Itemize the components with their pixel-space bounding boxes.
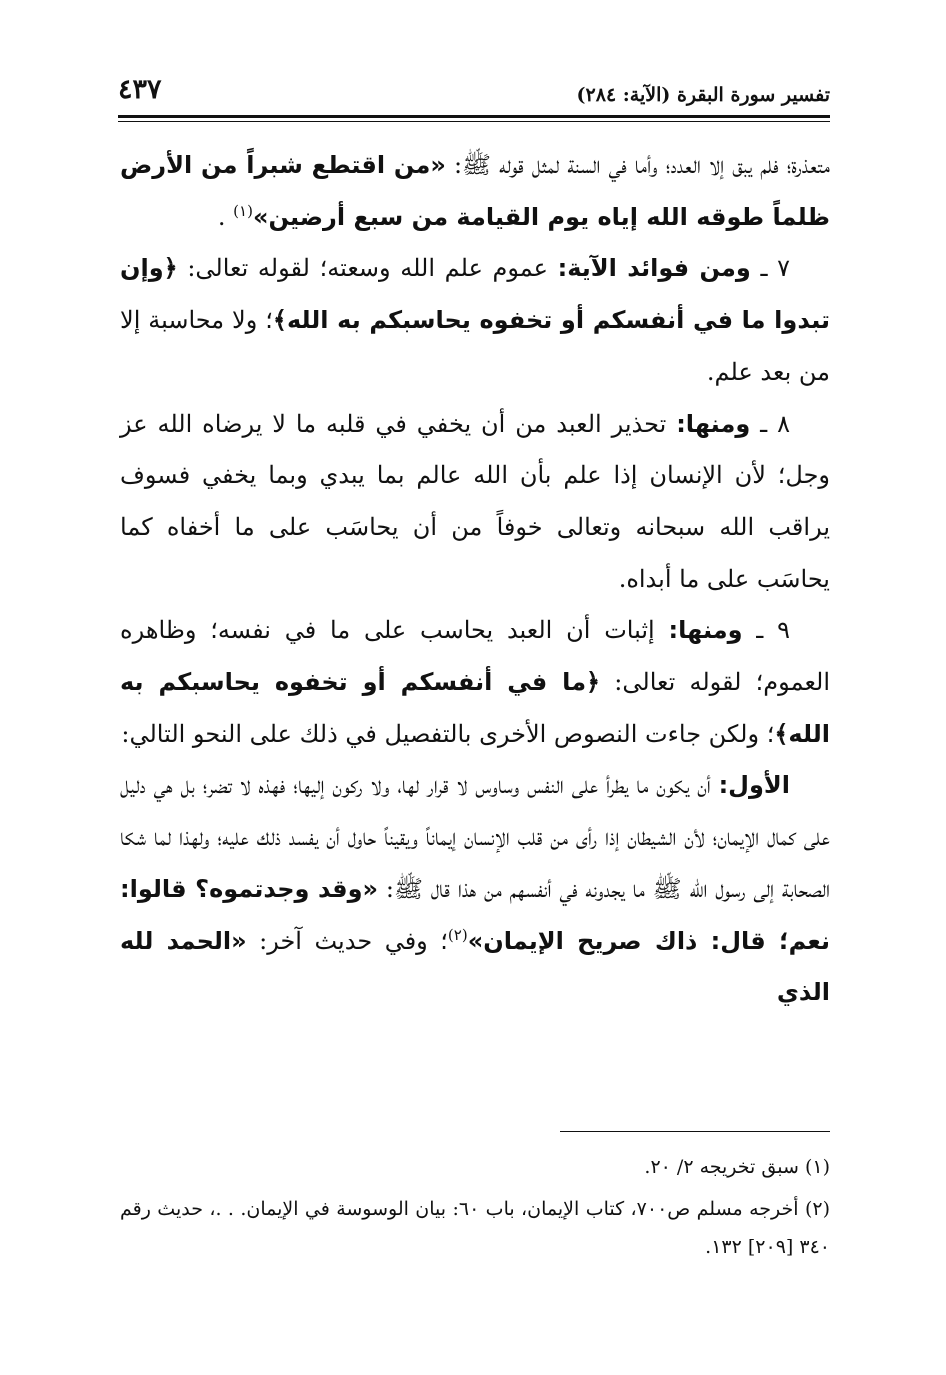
quran-quote-1: ﴿وإن تبدوا ما في أنفسكم أو تخفوه يحاسبكم به الله﴾ xyxy=(120,254,830,335)
p2-text-end: ؛ ولا محاسبة إلا من بعد علم. xyxy=(120,306,830,386)
hadith-quote-2: «وقد وجدتموه؟ قالوا: نعم؛ قال: ذاك صريح الإيمان» xyxy=(120,874,830,955)
p4-number: ٩ ـ xyxy=(742,616,790,645)
paragraph-9 xyxy=(120,605,830,760)
paragraph-first-case xyxy=(120,760,830,1019)
footnote-1-number: (١) xyxy=(804,1156,830,1178)
footnote-ref-2: (٢) xyxy=(447,925,468,944)
header-rule-thick xyxy=(118,115,830,118)
p4-label: ومنها: xyxy=(668,616,743,645)
p3-number: ٨ ـ xyxy=(750,409,790,438)
footnote-1 xyxy=(120,1148,830,1186)
page-number: ٤٣٧ xyxy=(118,74,162,105)
p1-end: . xyxy=(217,202,234,231)
p3-label: ومنها: xyxy=(676,409,751,438)
p1-text: متعذرة؛ فلم يبق إلا العدد؛ وأما في السنة لمثل قوله ﷺ: xyxy=(445,151,831,179)
body-text xyxy=(120,140,830,1019)
hadith-quote-3: «الحمد لله الذي xyxy=(120,926,830,1007)
footnote-2 xyxy=(120,1190,830,1266)
p3-text: تحذير العبد من أن يخفي في قلبه ما لا يرضاه الله عز وجل؛ لأن الإنسان إذا علم بأن الله عالم بما يبدي وبما يخفي فسوف يراقب الله سبحانه وتعالى خوفاً من أن يحاسَب على ما أخفاه كما يحاسَب على ما أبداه. xyxy=(120,409,830,593)
paragraph-1 xyxy=(120,140,830,243)
footnote-1-text: سبق تخريجه ٢/ ٢٠. xyxy=(644,1156,805,1178)
footnote-2-number: (٢) xyxy=(804,1198,830,1220)
footnote-2-text: أخرجه مسلم ص٧٠٠، كتاب الإيمان، باب ٦٠: بيان الوسوسة في الإيمان. . .، حديث رقم ٣٤٠ [٢٠٩] ١٣٢. xyxy=(120,1198,830,1258)
p2-number: ٧ ـ xyxy=(750,254,791,283)
p5-text: أن يكون ما يطرأ على النفس وساوس لا قرار لها، ولا ركون إليها؛ فهذه لا تضر؛ بل هي دليل على كمال الإيمان؛ لأن الشيطان إذا رأى من قلب الإنسان إيماناً ويقيناً حاول أن يفسد ذلك عليه؛ ولهذا لما شكا الصحابة إلى رسول الله ﷺ ما يجدونه في أنفسهم من هذا قال ﷺ: xyxy=(120,771,831,903)
hadith-quote-1: «من اقتطع شبراً من الأرض ظلماً طوقه الله إياه يوم القيامة من سبع أرضين» xyxy=(120,151,830,231)
header-rule-thin xyxy=(118,121,830,122)
quran-quote-2: ﴿ما في أنفسكم أو تخفوه يحاسبكم به الله﴾ xyxy=(120,668,830,748)
paragraph-7 xyxy=(120,243,830,398)
running-title: تفسير سورة البقرة (الآية: ٢٨٤) xyxy=(576,84,830,106)
footnote-ref-1: (١) xyxy=(233,201,253,220)
footnotes xyxy=(120,1148,830,1270)
p5-text-mid: ؛ وفي حديث آخر: xyxy=(246,926,448,955)
page-header xyxy=(118,74,830,114)
p4-text: إثبات أن العبد يحاسب على ما في نفسه؛ وظاهره العموم؛ لقوله تعالى: xyxy=(120,616,831,697)
p2-label: ومن فوائد الآية: xyxy=(557,254,751,283)
p4-text-end: ؛ ولكن جاءت النصوص الأخرى بالتفصيل في ذلك على النحو التالي: xyxy=(121,719,775,748)
footnote-separator xyxy=(560,1131,830,1132)
p2-text: عموم علم الله وسعته؛ لقوله تعالى: xyxy=(177,254,558,283)
p5-label: الأول: xyxy=(718,771,790,800)
paragraph-8 xyxy=(120,399,830,606)
